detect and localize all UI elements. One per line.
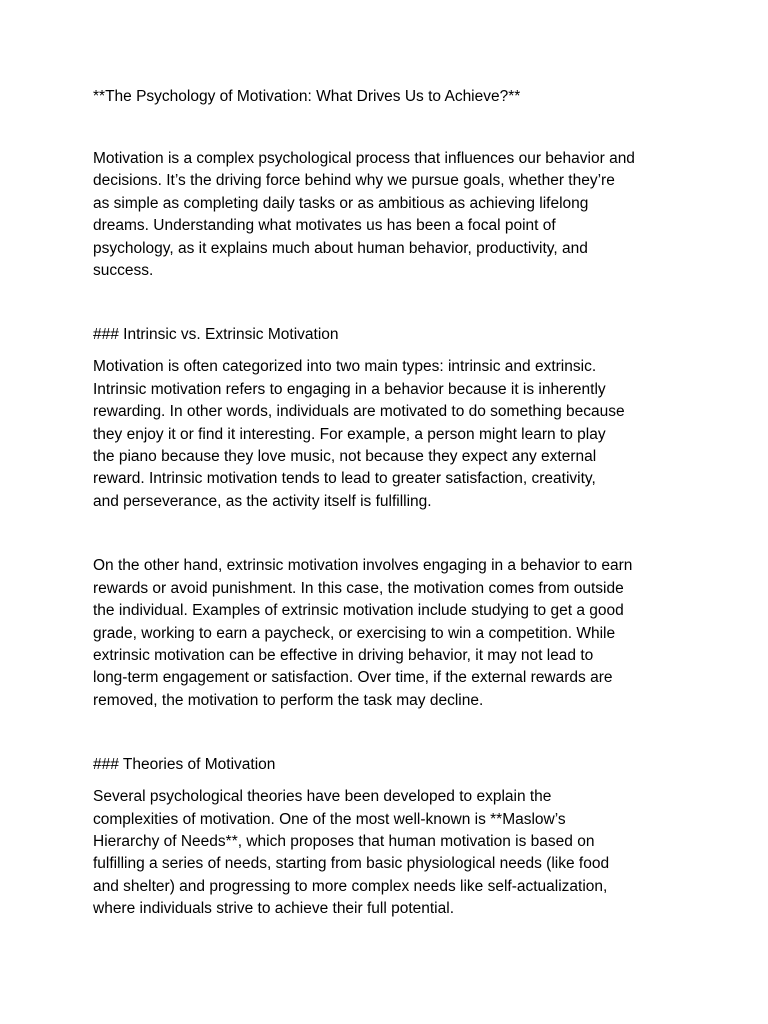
paragraph-intrinsic: Motivation is often categorized into two main types: intrinsic and extrinsic. Intrinsic motivation refers to engaging in a behavior because it is inherently rewarding. In other words, individuals are motivated to do something because they enjoy it or find it interesting. For example, a person might learn to play the piano because they love music, not because they expect any external reward. Intrinsic motivation tends to lead to greater satisfaction, creativity, and perseverance, as the activity itself is fulfilling. [93, 358, 625, 510]
spacer [93, 282, 685, 324]
paragraph-extrinsic: On the other hand, extrinsic motivation involves engaging in a behavior to earn rewards or avoid punishment. In this case, the motivation comes from outside the individual. Examples of extrinsic motivation include studying to get a good grade, working to earn a paycheck, or exercising to win a competition. While extrinsic motivation can be effective in driving behavior, it may not lead to long-term engagement or satisfaction. Over time, if the external rewards are removed, the motivation to perform the task may decline. [93, 557, 633, 709]
section-heading-intrinsic-extrinsic: ### Intrinsic vs. Extrinsic Motivation [93, 326, 339, 344]
document-title: **The Psychology of Motivation: What Drives Us to Achieve?** [93, 88, 521, 105]
spacer [93, 712, 685, 754]
section-heading-theories: ### Theories of Motivation [93, 756, 276, 774]
intro-paragraph: Motivation is a complex psychological process that influences our behavior and decisions. It’s the driving force behind why we pursue goals, whether they’re as simple as completing daily tasks or as ambitious as achieving lifelong dreams. Understanding what motivates us has been a focal point of psychology, as it explains much about human behavior, productivity, and success. [93, 150, 635, 280]
document-page [93, 86, 685, 921]
paragraph-maslow: Several psychological theories have been developed to explain the complexities of motivation. One of the most well-known is **Maslow’s Hierarchy of Needs**, which proposes that human motivation is based on fulfilling a series of needs, starting from basic physiological needs (like food and shelter) and progressing to more complex needs like self-actualization, where individuals strive to achieve their full potential. [93, 788, 610, 918]
spacer [93, 513, 685, 555]
